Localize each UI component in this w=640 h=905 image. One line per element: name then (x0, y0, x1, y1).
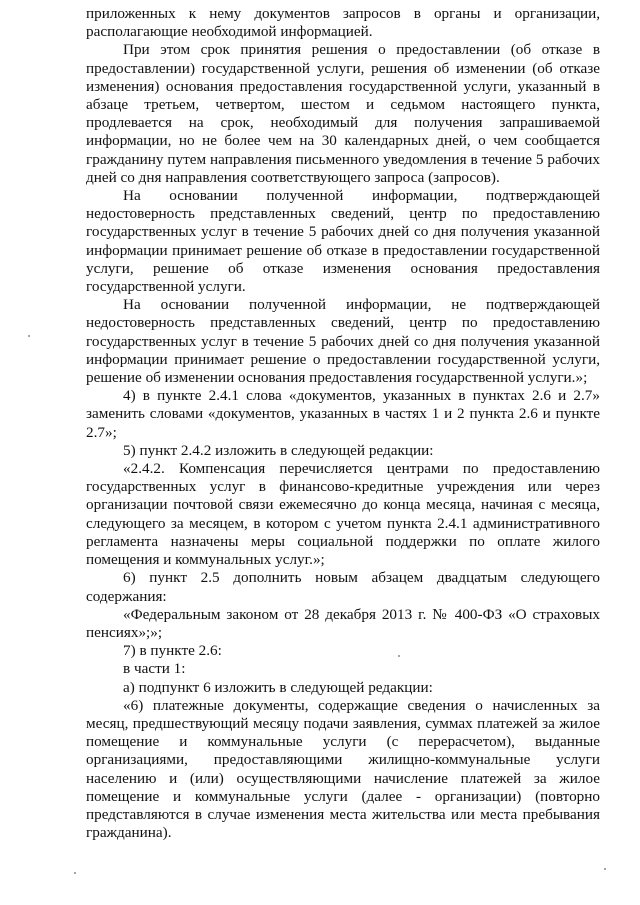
item-6: 6) пункт 2.5 дополнить новым абзацем двадцатым следующего содержания: (86, 569, 600, 605)
paragraph-refusal-decision: На основании полученной информации, подтверждающей недостоверность представленных сведений, центр по предоставлению государственных услуг в течение 5 рабочих дней со дня получения указанной информации принимает решение об отказе в предоставлении государственной услуги, решение об отказе изменения основания предоставления государственной услуги. (86, 187, 600, 296)
item-7: 7) в пункте 2.6: (123, 642, 222, 660)
subitem-6-text: «6) платежные документы, содержащие сведения о начисленных за месяц, предшествующий месяцу подачи заявления, суммах платежей за жилое помещение и коммунальные услуги (с перерасчетом), выданные организациями, предоставляющими жилищно-коммунальные услуги населению и (или) осуществляющими начисление платежей за жилое помещение и коммунальные услуги (далее - организации) (повторно представляются в случае изменения места жительства или места пребывания гражданина). (86, 696, 600, 842)
paragraph-deadline-extension: При этом срок принятия решения о предоставлении (об отказе в предоставлении) государственной услуги, решения об изменении (об отказе изменения) основания предоставления государственной услуги, указанный в абзаце третьем, четвертом, шестом и седьмом настоящего пункта, продлевается на срок, необходимый для получения запрашиваемой информации, но не более чем на 30 календарных дней, о чем сообщается гражданину путем направления письменного уведомления в течение 5 рабочих дней со дня направления соответствующего запроса (запросов). (86, 41, 600, 186)
scan-speck (398, 655, 400, 657)
scan-speck (604, 868, 606, 870)
paragraph-grant-decision: На основании полученной информации, не подтверждающей недостоверность представленных сведений, центр по предоставлению государственных услуг в течение 5 рабочих дней со дня получения указанной информации принимает решение о предоставлении государственной услуги, решение об изменении основания предоставления государственной услуги.»; (86, 296, 600, 387)
federal-law-reference: «Федеральным законом от 28 декабря 2013 г. № 400-ФЗ «О страховых пенсиях»;»; (86, 605, 600, 641)
item-5: 5) пункт 2.4.2 изложить в следующей редакции: (123, 441, 434, 459)
scan-speck (74, 872, 76, 874)
item-4: 4) в пункте 2.4.1 слова «документов, указанных в пунктах 2.6 и 2.7» заменить словами «документов, указанных в частях 1 и 2 пункта 2.6 и пункте 2.7»; (86, 387, 600, 441)
part-1-heading: в части 1: (123, 660, 186, 678)
subitem-a: а) подпункт 6 изложить в следующей редакции: (123, 678, 433, 696)
clause-2-4-2: «2.4.2. Компенсация перечисляется центрами по предоставлению государственных услуг в финансово-кредитные учреждения или через организации почтовой связи ежемесячно до конца месяца, начиная с месяца, следующего за месяцем, в котором с учетом пункта 2.4.1 административного регламента назначены меры социальной поддержки по оплате жилого помещения и коммунальных услуг.»; (86, 460, 600, 569)
scan-speck (28, 335, 30, 337)
paragraph-continuation: приложенных к нему документов запросов в органы и организации, располагающие необходимой информацией. (86, 5, 600, 41)
